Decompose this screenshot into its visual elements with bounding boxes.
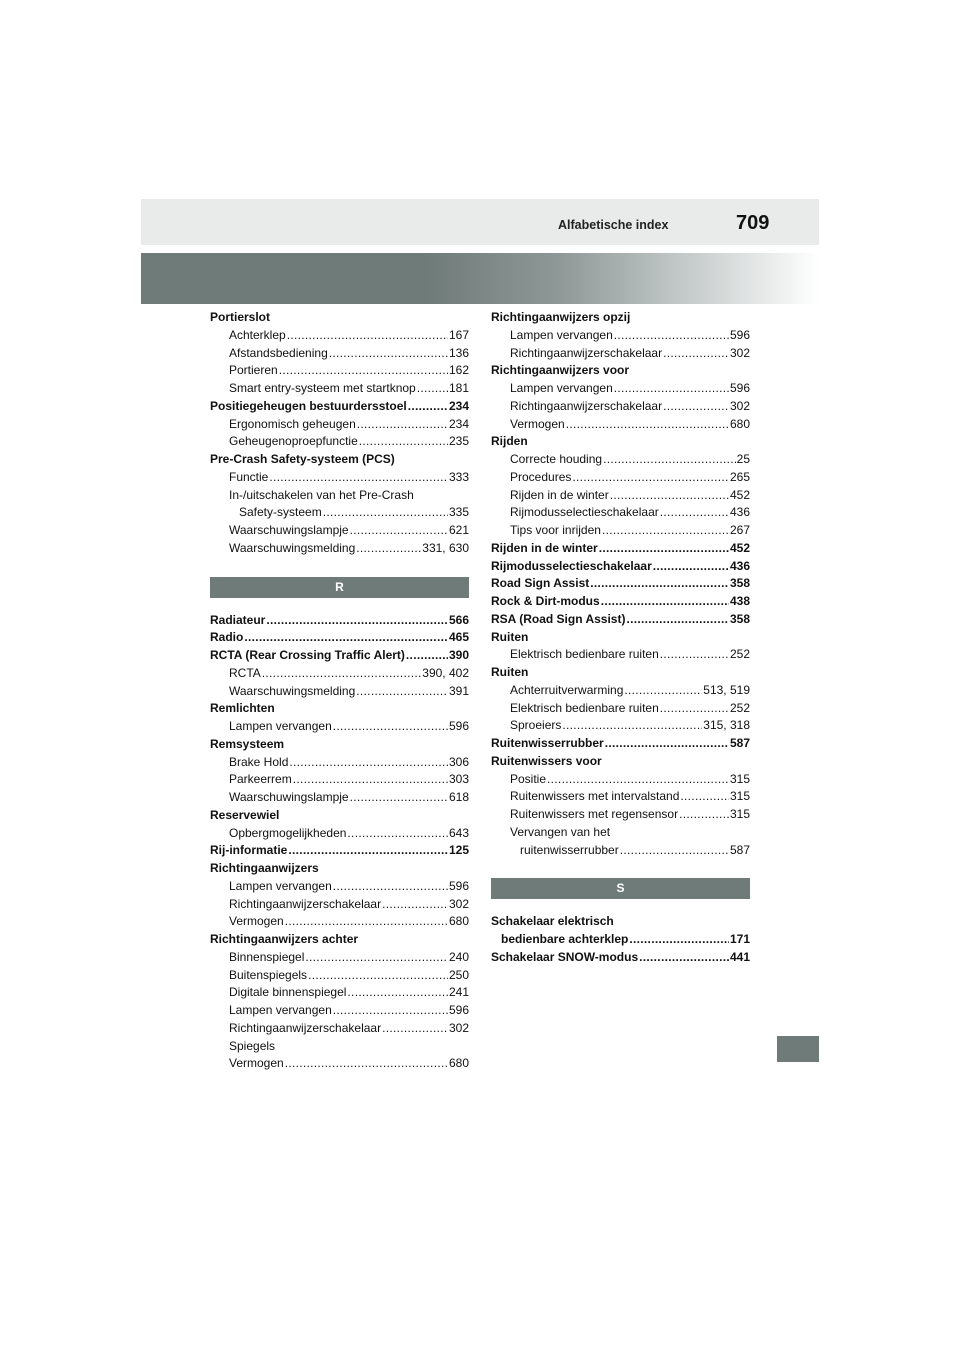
- index-entry[interactable]: Vermogen ..... 680: [210, 1055, 469, 1073]
- section-side-tab: [777, 1036, 819, 1062]
- index-entry[interactable]: Elektrisch bedienbare ruiten ..... 252: [491, 700, 750, 718]
- index-entry[interactable]: RSA (Road Sign Assist) ..... 358: [491, 611, 750, 629]
- header-band: [141, 199, 819, 245]
- index-entry[interactable]: Brake Hold ..... 306: [210, 754, 469, 772]
- index-subheading: In-/uitschakelen van het Pre-Crash: [229, 487, 414, 502]
- index-entry[interactable]: Richtingaanwijzerschakelaar ..... 302: [491, 398, 750, 416]
- index-entry[interactable]: Afstandsbediening ..... 136: [210, 345, 469, 363]
- index-entry[interactable]: Buitenspiegels ..... 250: [210, 967, 469, 985]
- decorative-gradient-bar: [141, 253, 819, 304]
- index-heading: Remsysteem: [210, 736, 285, 751]
- index-entry[interactable]: Elektrisch bedienbare ruiten ..... 252: [491, 646, 750, 664]
- index-entry[interactable]: Positie ..... 315: [491, 771, 750, 789]
- index-heading: Schakelaar elektrisch: [491, 914, 614, 929]
- index-entry[interactable]: Lampen vervangen ..... 596: [210, 878, 469, 896]
- index-entry[interactable]: Lampen vervangen ..... 596: [210, 718, 469, 736]
- index-entry[interactable]: bedienbare achterklep ..... 171: [491, 931, 750, 949]
- index-heading: Pre-Crash Safety-systeem (PCS): [210, 452, 395, 466]
- index-entry[interactable]: Achterklep ..... 167: [210, 327, 469, 345]
- index-entry[interactable]: ruitenwisserrubber ..... 587: [491, 842, 750, 860]
- index-entry[interactable]: Positiegeheugen bestuurdersstoel ..... 234: [210, 398, 469, 416]
- index-entry[interactable]: Road Sign Assist ..... 358: [491, 575, 750, 593]
- index-entry[interactable]: Ruitenwisserrubber ..... 587: [491, 735, 750, 753]
- index-subheading: Spiegels: [229, 1038, 276, 1053]
- index-entry[interactable]: Lampen vervangen ..... 596: [210, 1002, 469, 1020]
- index-entry[interactable]: Rijden in de winter ..... 452: [491, 487, 750, 505]
- index-entry[interactable]: Rijmodusselectieschakelaar ..... 436: [491, 558, 750, 576]
- index-entry[interactable]: Lampen vervangen ..... 596: [491, 380, 750, 398]
- index-entry[interactable]: Rij-informatie ..... 125: [210, 842, 469, 860]
- index-column-left: [210, 309, 469, 1073]
- section-header-r: R: [210, 577, 469, 598]
- index-heading: Richtingaanwijzers achter: [210, 932, 359, 946]
- index-entry[interactable]: Ergonomisch geheugen ..... 234: [210, 416, 469, 434]
- index-heading: Rijden: [491, 434, 528, 449]
- index-entry[interactable]: Vermogen ..... 680: [491, 416, 750, 434]
- index-column-right: [491, 309, 750, 967]
- index-entry[interactable]: Procedures ..... 265: [491, 469, 750, 487]
- index-entry[interactable]: Ruitenwissers met intervalstand ..... 315: [491, 788, 750, 806]
- index-entry[interactable]: Rijmodusselectieschakelaar ..... 436: [491, 504, 750, 522]
- index-entry[interactable]: Opbergmogelijkheden ..... 643: [210, 825, 469, 843]
- index-entry[interactable]: Waarschuwingslampje ..... 618: [210, 789, 469, 807]
- index-entry[interactable]: Radio ..... 465: [210, 629, 469, 647]
- index-entry[interactable]: Correcte houding ..... 25: [491, 451, 750, 469]
- header-title: Alfabetische index: [558, 218, 669, 232]
- index-entry[interactable]: Radiateur ..... 566: [210, 612, 469, 630]
- index-entry[interactable]: Parkeerrem ..... 303: [210, 771, 469, 789]
- index-heading: Ruiten: [491, 629, 529, 644]
- index-entry[interactable]: Functie ..... 333: [210, 469, 469, 487]
- index-entry[interactable]: Schakelaar SNOW-modus ..... 441: [491, 949, 750, 967]
- index-entry[interactable]: RCTA (Rear Crossing Traffic Alert) ..... 390: [210, 647, 469, 665]
- index-entry[interactable]: Rock & Dirt-modus ..... 438: [491, 593, 750, 611]
- index-entry[interactable]: Richtingaanwijzerschakelaar ..... 302: [210, 1020, 469, 1038]
- index-entry[interactable]: Safety-systeem ..... 335: [210, 504, 469, 522]
- index-heading: Remlichten: [210, 701, 275, 716]
- index-entry[interactable]: Richtingaanwijzerschakelaar ..... 302: [210, 896, 469, 914]
- index-entry[interactable]: Tips voor inrijden ..... 267: [491, 522, 750, 540]
- index-entry[interactable]: Rijden in de winter ..... 452: [491, 540, 750, 558]
- index-heading: Portierslot: [210, 310, 271, 324]
- index-entry[interactable]: Ruitenwissers met regensensor ..... 315: [491, 806, 750, 824]
- index-entry[interactable]: Waarschuwingsmelding ..... 391: [210, 683, 469, 701]
- index-entry[interactable]: Smart entry-systeem met startknop ..... 181: [210, 380, 469, 398]
- index-entry[interactable]: Achterruitverwarming ..... 513, 519: [491, 682, 750, 700]
- index-heading: Ruitenwissers voor: [491, 753, 602, 768]
- index-entry[interactable]: Vermogen ..... 680: [210, 913, 469, 931]
- index-entry[interactable]: Geheugenoproepfunctie ..... 235: [210, 433, 469, 451]
- page-number: 709: [736, 212, 770, 234]
- index-entry[interactable]: Binnenspiegel ..... 240: [210, 949, 469, 967]
- index-entry[interactable]: Richtingaanwijzerschakelaar ..... 302: [491, 345, 750, 363]
- index-subheading: Vervangen van het: [510, 824, 611, 839]
- index-entry[interactable]: Portieren ..... 162: [210, 362, 469, 380]
- index-entry[interactable]: RCTA ..... 390, 402: [210, 665, 469, 683]
- index-heading: Reservewiel: [210, 807, 280, 822]
- index-heading: Ruiten: [491, 665, 529, 679]
- index-heading: Richtingaanwijzers voor: [491, 363, 630, 378]
- index-entry[interactable]: Waarschuwingslampje ..... 621: [210, 522, 469, 540]
- index-heading: Richtingaanwijzers: [210, 861, 319, 875]
- index-entry[interactable]: Lampen vervangen ..... 596: [491, 327, 750, 345]
- index-entry[interactable]: Waarschuwingsmelding ..... 331, 630: [210, 540, 469, 558]
- section-header-s: S: [491, 878, 750, 899]
- index-heading: Richtingaanwijzers opzij: [491, 310, 631, 324]
- index-entry[interactable]: Digitale binnenspiegel ..... 241: [210, 984, 469, 1002]
- index-entry[interactable]: Sproeiers ..... 315, 318: [491, 717, 750, 735]
